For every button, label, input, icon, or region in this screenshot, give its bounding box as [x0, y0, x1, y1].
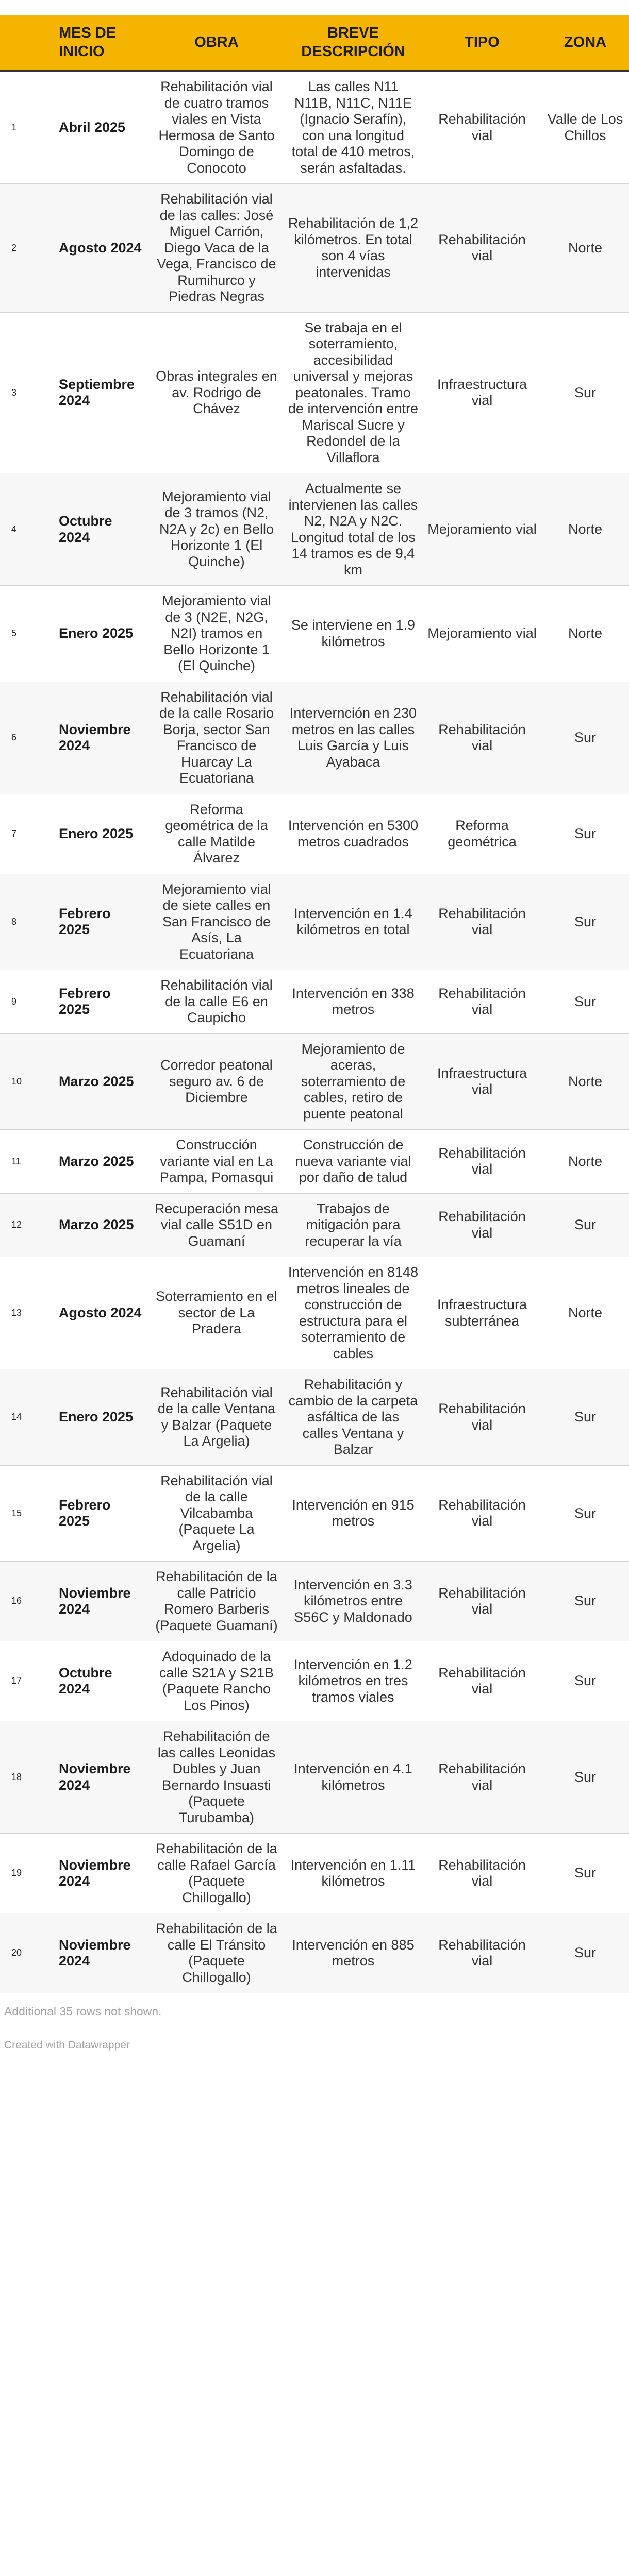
cell-obra: Corredor peatonal seguro av. 6 de Diciembre: [150, 1033, 284, 1130]
cell-zona: Norte: [541, 1033, 629, 1130]
header-num[interactable]: [0, 15, 46, 71]
cell-num: 6: [0, 682, 46, 794]
cell-tipo: Rehabilitación vial: [423, 1641, 541, 1721]
cell-num: 19: [0, 1834, 46, 1913]
cell-mes-de-inicio: Febrero 2025: [46, 874, 150, 970]
cell-obra: Soterramiento en el sector de La Pradera: [150, 1257, 284, 1369]
cell-descripcion: Intervención en 885 metros: [284, 1913, 423, 1993]
cell-tipo: Mejoramiento vial: [423, 586, 541, 682]
cell-num: 7: [0, 794, 46, 874]
header-zona[interactable]: ZONA: [541, 15, 629, 71]
table-row: [0, 682, 629, 794]
cell-mes-de-inicio: Noviembre 2024: [46, 1834, 150, 1913]
cell-obra: Mejoramiento vial de siete calles en San Francisco de Asís, La Ecuatoriana: [150, 874, 284, 970]
cell-tipo: Rehabilitación vial: [423, 1913, 541, 1993]
cell-mes-de-inicio: Febrero 2025: [46, 970, 150, 1034]
cell-tipo: Infraestructura subterránea: [423, 1257, 541, 1369]
cell-obra: Adoquinado de la calle S21A y S21B (Paquete Rancho Los Pinos): [150, 1641, 284, 1721]
cell-mes-de-inicio: Octubre 2024: [46, 1641, 150, 1721]
cell-descripcion: Construcción de nueva variante vial por daño de talud: [284, 1130, 423, 1194]
cell-obra: Construcción variante vial en La Pampa, Pomasqui: [150, 1130, 284, 1194]
table-header: [0, 15, 629, 71]
table-row: [0, 794, 629, 874]
more-rows-note: Additional 35 rows not shown.: [4, 2005, 162, 2018]
cell-num: 18: [0, 1721, 46, 1834]
table-row: [0, 1193, 629, 1257]
cell-zona: Norte: [541, 586, 629, 682]
table-row: [0, 71, 629, 184]
cell-tipo: Rehabilitación vial: [423, 1193, 541, 1257]
cell-mes-de-inicio: Noviembre 2024: [46, 1562, 150, 1641]
cell-mes-de-inicio: Septiembre 2024: [46, 312, 150, 473]
cell-obra: Rehabilitación vial de las calles: José Miguel Carrión, Diego Vaca de la Vega, Francisco de Rumihurco y Piedras Negras: [150, 184, 284, 313]
table-row: [0, 874, 629, 970]
cell-tipo: Rehabilitación vial: [423, 1130, 541, 1194]
cell-descripcion: Mejoramiento de aceras, soterramiento de cables, retiro de puente peatonal: [284, 1033, 423, 1130]
cell-descripcion: Rehabilitación y cambio de la carpeta asfáltica de las calles Ventana y Balzar: [284, 1369, 423, 1466]
cell-descripcion: Se trabaja en el soterramiento, accesibilidad universal y mejoras peatonales. Tramo de intervención entre Mariscal Sucre y Redondel de la Villaflora: [284, 312, 423, 473]
cell-tipo: Rehabilitación vial: [423, 71, 541, 184]
cell-descripcion: Rehabilitación de 1,2 kilómetros. En total son 4 vías intervenidas: [284, 184, 423, 313]
table-row: [0, 312, 629, 473]
cell-tipo: Rehabilitación vial: [423, 874, 541, 970]
cell-descripcion: Intervención en 1.11 kilómetros: [284, 1834, 423, 1913]
table-row: [0, 1721, 629, 1834]
cell-mes-de-inicio: Enero 2025: [46, 586, 150, 682]
header-tipo[interactable]: TIPO: [423, 15, 541, 71]
cell-zona: Norte: [541, 184, 629, 313]
cell-zona: Sur: [541, 970, 629, 1034]
cell-zona: Sur: [541, 1913, 629, 1993]
table-row: [0, 1834, 629, 1913]
cell-num: 17: [0, 1641, 46, 1721]
cell-num: 3: [0, 312, 46, 473]
table-body: [0, 71, 629, 1993]
cell-obra: Rehabilitación de la calle El Tránsito (Paquete Chillogallo): [150, 1913, 284, 1993]
cell-tipo: Mejoramiento vial: [423, 473, 541, 586]
cell-zona: Sur: [541, 874, 629, 970]
cell-tipo: Rehabilitación vial: [423, 1562, 541, 1641]
table-row: [0, 473, 629, 586]
cell-num: 15: [0, 1465, 46, 1562]
table-row: [0, 184, 629, 313]
cell-zona: Sur: [541, 1562, 629, 1641]
table-row: [0, 1033, 629, 1130]
cell-tipo: Reforma geométrica: [423, 794, 541, 874]
cell-mes-de-inicio: Febrero 2025: [46, 1465, 150, 1562]
cell-descripcion: Actualmente se intervienen las calles N2, N2A y N2C. Longitud total de los 14 tramos es de 9,4 km: [284, 473, 423, 586]
cell-zona: Sur: [541, 794, 629, 874]
cell-descripcion: Intervención en 5300 metros cuadrados: [284, 794, 423, 874]
cell-tipo: Infraestructura vial: [423, 1033, 541, 1130]
cell-obra: Mejoramiento vial de 3 (N2E, N2G, N2I) tramos en Bello Horizonte 1 (El Quinche): [150, 586, 284, 682]
table-row: [0, 1465, 629, 1562]
header-mes-de-inicio[interactable]: MES DE INICIO: [46, 15, 150, 71]
cell-obra: Reforma geométrica de la calle Matilde Álvarez: [150, 794, 284, 874]
table-row: [0, 1913, 629, 1993]
table-row: [0, 1257, 629, 1369]
cell-descripcion: Intervención en 338 metros: [284, 970, 423, 1034]
cell-num: 5: [0, 586, 46, 682]
cell-zona: Sur: [541, 1834, 629, 1913]
cell-zona: Sur: [541, 1641, 629, 1721]
cell-tipo: Rehabilitación vial: [423, 1721, 541, 1834]
header-breve-descripcion[interactable]: BREVE DESCRIPCIÓN: [284, 15, 423, 71]
cell-zona: Valle de Los Chillos: [541, 71, 629, 184]
cell-zona: Sur: [541, 1369, 629, 1466]
cell-mes-de-inicio: Marzo 2025: [46, 1033, 150, 1130]
cell-zona: Norte: [541, 1257, 629, 1369]
cell-obra: Obras integrales en av. Rodrigo de Chávez: [150, 312, 284, 473]
cell-descripcion: Intervención en 1.4 kilómetros en total: [284, 874, 423, 970]
cell-mes-de-inicio: Octubre 2024: [46, 473, 150, 586]
cell-num: 13: [0, 1257, 46, 1369]
cell-tipo: Rehabilitación vial: [423, 1369, 541, 1466]
header-obra[interactable]: OBRA: [150, 15, 284, 71]
cell-tipo: Rehabilitación vial: [423, 1834, 541, 1913]
cell-obra: Recuperación mesa vial calle S51D en Guamaní: [150, 1193, 284, 1257]
cell-num: 16: [0, 1562, 46, 1641]
cell-tipo: Rehabilitación vial: [423, 184, 541, 313]
table-row: [0, 970, 629, 1034]
cell-tipo: Rehabilitación vial: [423, 1465, 541, 1562]
cell-obra: Rehabilitación vial de cuatro tramos viales en Vista Hermosa de Santo Domingo de Conocoto: [150, 71, 284, 184]
cell-tipo: Rehabilitación vial: [423, 970, 541, 1034]
cell-mes-de-inicio: Marzo 2025: [46, 1130, 150, 1194]
cell-num: 12: [0, 1193, 46, 1257]
cell-mes-de-inicio: Noviembre 2024: [46, 1721, 150, 1834]
datawrapper-credit: Created with Datawrapper: [4, 2039, 130, 2051]
table-row: [0, 1369, 629, 1466]
cell-obra: Rehabilitación vial de la calle Vilcabamba (Paquete La Argelia): [150, 1465, 284, 1562]
cell-obra: Rehabilitación vial de la calle Ventana y Balzar (Paquete La Argelia): [150, 1369, 284, 1466]
cell-zona: Sur: [541, 1193, 629, 1257]
cell-zona: Sur: [541, 682, 629, 794]
cell-zona: Norte: [541, 1130, 629, 1194]
cell-descripcion: Las calles N11 N11B, N11C, N11E (Ignacio Serafín), con una longitud total de 410 metros, serán asfaltadas.: [284, 71, 423, 184]
cell-obra: Rehabilitación vial de la calle Rosario Borja, sector San Francisco de Huarcay La Ecuatoriana: [150, 682, 284, 794]
cell-mes-de-inicio: Marzo 2025: [46, 1193, 150, 1257]
cell-mes-de-inicio: Abril 2025: [46, 71, 150, 184]
table-row: [0, 1641, 629, 1721]
cell-zona: Sur: [541, 312, 629, 473]
cell-num: 14: [0, 1369, 46, 1466]
cell-mes-de-inicio: Agosto 2024: [46, 184, 150, 313]
cell-mes-de-inicio: Noviembre 2024: [46, 682, 150, 794]
cell-obra: Rehabilitación vial de la calle E6 en Caupicho: [150, 970, 284, 1034]
cell-mes-de-inicio: Enero 2025: [46, 794, 150, 874]
cell-num: 2: [0, 184, 46, 313]
cell-descripcion: Intervención en 3.3 kilómetros entre S56C y Maldonado: [284, 1562, 423, 1641]
cell-obra: Mejoramiento vial de 3 tramos (N2, N2A y 2c) en Bello Horizonte 1 (El Quinche): [150, 473, 284, 586]
cell-tipo: Infraestructura vial: [423, 312, 541, 473]
cell-descripcion: Trabajos de mitigación para recuperar la vía: [284, 1193, 423, 1257]
cell-mes-de-inicio: Agosto 2024: [46, 1257, 150, 1369]
cell-obra: Rehabilitación de la calle Rafael García (Paquete Chillogallo): [150, 1834, 284, 1913]
cell-num: 9: [0, 970, 46, 1034]
cell-obra: Rehabilitación de la calle Patricio Romero Barberis (Paquete Guamaní): [150, 1562, 284, 1641]
cell-descripcion: Intervernción en 230 metros en las calles Luis García y Luis Ayabaca: [284, 682, 423, 794]
cell-tipo: Rehabilitación vial: [423, 682, 541, 794]
cell-obra: Rehabilitación de las calles Leonidas Dubles y Juan Bernardo Insuasti (Paquete Turubamba): [150, 1721, 284, 1834]
cell-zona: Sur: [541, 1721, 629, 1834]
cell-num: 20: [0, 1913, 46, 1993]
cell-mes-de-inicio: Noviembre 2024: [46, 1913, 150, 1993]
cell-descripcion: Intervención en 1.2 kilómetros en tres tramos viales: [284, 1641, 423, 1721]
cell-descripcion: Se interviene en 1.9 kilómetros: [284, 586, 423, 682]
cell-descripcion: Intervención en 915 metros: [284, 1465, 423, 1562]
table-row: [0, 1562, 629, 1641]
cell-num: 10: [0, 1033, 46, 1130]
cell-num: 8: [0, 874, 46, 970]
cell-zona: Sur: [541, 1465, 629, 1562]
table-row: [0, 1130, 629, 1194]
cell-num: 1: [0, 71, 46, 184]
cell-mes-de-inicio: Enero 2025: [46, 1369, 150, 1466]
cell-descripcion: Intervención en 8148 metros lineales de construcción de estructura para el soterramiento de cables: [284, 1257, 423, 1369]
cell-num: 11: [0, 1130, 46, 1194]
cell-descripcion: Intervención en 4.1 kilómetros: [284, 1721, 423, 1834]
table-row: [0, 586, 629, 682]
works-table: [0, 15, 629, 1993]
cell-zona: Norte: [541, 473, 629, 586]
cell-num: 4: [0, 473, 46, 586]
